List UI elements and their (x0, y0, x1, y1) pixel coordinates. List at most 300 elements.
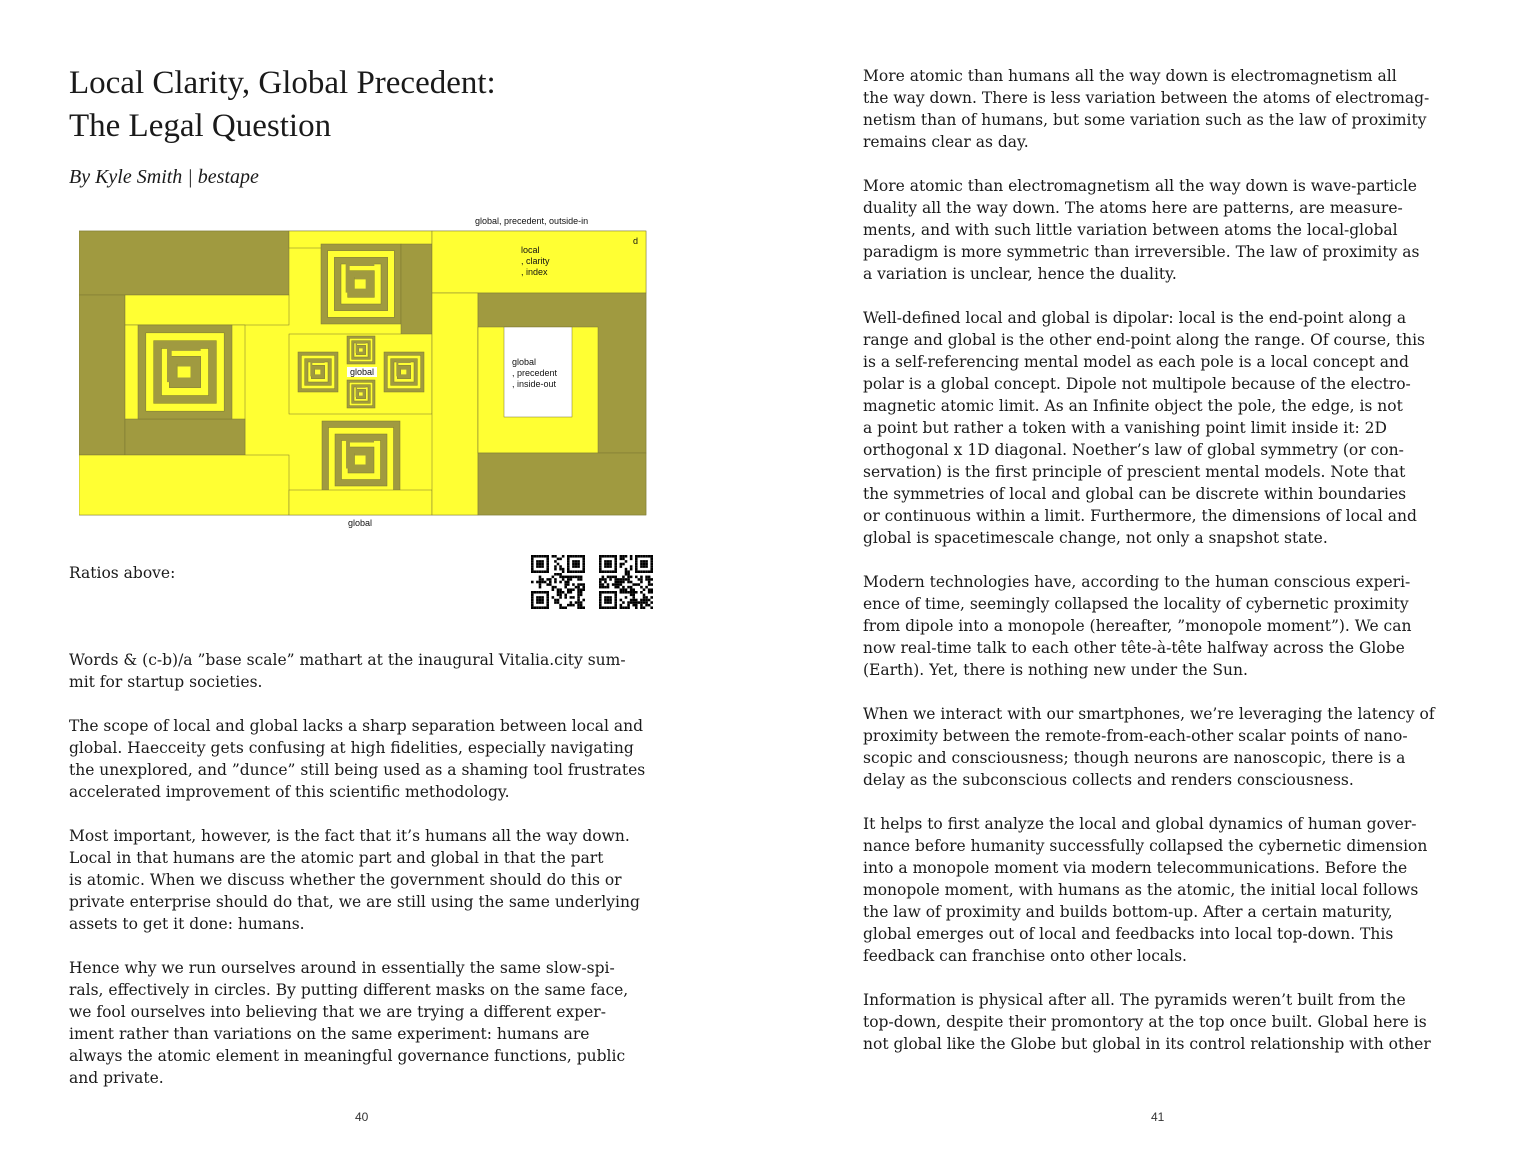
qr-finder (640, 563, 643, 566)
text-line: and private. (69, 1069, 164, 1087)
text-line: remains clear as day. (863, 133, 1029, 151)
text-line: global is spacetimescale change, not only a snapshot state. (863, 529, 1328, 547)
qr-finder (546, 570, 549, 573)
qr-module (609, 578, 612, 581)
qr-module (614, 581, 617, 584)
text-line: a point but rather a token with a vanishing point limit inside it: 2D (863, 419, 1387, 437)
qr-module (643, 588, 646, 591)
qr-module (635, 604, 638, 607)
qr-finder (544, 591, 547, 594)
qr-module (650, 588, 653, 591)
text-line: Well-defined local and global is dipolar: local is the end-point along a (863, 309, 1407, 327)
qr-module (562, 576, 565, 579)
qr-module (582, 599, 585, 602)
qr-module (625, 588, 628, 591)
qr-finder (609, 565, 612, 568)
qr-module (640, 601, 643, 604)
qr-finder (602, 555, 605, 558)
qr-finder (582, 563, 585, 566)
qr-module (635, 599, 638, 602)
qr-module (645, 578, 648, 581)
qr-module (539, 578, 542, 581)
qr-finder (541, 596, 544, 599)
qr-module (630, 586, 633, 589)
qr-module (650, 606, 653, 609)
qr-finder (650, 570, 653, 573)
text-line: Information is physical after all. The pyramids weren’t built from the (863, 991, 1406, 1009)
qr-finder (567, 565, 570, 568)
qr-module (630, 594, 633, 597)
qr-finder (539, 591, 542, 594)
qr-module (630, 565, 633, 568)
qr-finder (541, 560, 544, 563)
figure-block (79, 231, 289, 295)
qr-module (564, 606, 567, 609)
qr-module (622, 581, 625, 584)
qr-finder (599, 591, 602, 594)
qr-finder (531, 596, 534, 599)
qr-finder (536, 560, 539, 563)
qr-module (557, 563, 560, 566)
qr-module (546, 583, 549, 586)
qr-module (614, 578, 617, 581)
qr-finder (546, 560, 549, 563)
qr-module (643, 606, 646, 609)
qr-finder (546, 596, 549, 599)
qr-finder (539, 601, 542, 604)
text-line: Modern technologies have, according to the human conscious experi- (863, 573, 1411, 591)
qr-finder (531, 555, 534, 558)
qr-module (554, 573, 557, 576)
qr-finder (536, 555, 539, 558)
qr-finder (544, 555, 547, 558)
qr-module (559, 596, 562, 599)
qr-module (580, 588, 583, 591)
qr-finder (614, 560, 617, 563)
qr-finder (531, 604, 534, 607)
qr-finder (567, 555, 570, 558)
qr-finder (607, 601, 610, 604)
text-line: is a self-referencing mental model as each pole is a local concept and (863, 353, 1409, 371)
qr-module (622, 558, 625, 561)
qr-finder (541, 599, 544, 602)
qr-finder (650, 565, 653, 568)
qr-module (539, 586, 542, 589)
text-line: magnetic atomic limit. As an Infinite object the pole, the edge, is not (863, 397, 1403, 415)
qr-module (575, 601, 578, 604)
qr-finder (609, 599, 612, 602)
qr-module (632, 594, 635, 597)
qr-finder (599, 596, 602, 599)
qr-module (599, 583, 602, 586)
qr-module (602, 586, 605, 589)
qr-module (580, 591, 583, 594)
qr-finder (577, 555, 580, 558)
qr-module (630, 599, 633, 602)
qr-module (559, 565, 562, 568)
qr-module (562, 591, 565, 594)
qr-module (552, 588, 555, 591)
qr-module (570, 601, 573, 604)
text-line: delay as the subconscious collects and renders consciousness. (863, 771, 1354, 789)
qr-module (640, 576, 643, 579)
qr-finder (604, 606, 607, 609)
qr-finder (536, 563, 539, 566)
qr-module (564, 596, 567, 599)
figure-block (401, 244, 432, 339)
qr-module (622, 563, 625, 566)
qr-module (627, 581, 630, 584)
precedent-box-line: , precedent (512, 368, 558, 378)
qr-finder (635, 565, 638, 568)
qr-module (638, 578, 641, 581)
qr-module (630, 601, 633, 604)
qr-module (539, 583, 542, 586)
qr-finder (607, 591, 610, 594)
qr-module (559, 606, 562, 609)
qr-module (557, 573, 560, 576)
qr-finder (536, 599, 539, 602)
qr-module (635, 576, 638, 579)
qr-module (622, 601, 625, 604)
qr-module (572, 583, 575, 586)
qr-module (625, 555, 628, 558)
qr-finder (640, 555, 643, 558)
text-line: top-down, despite their promontory at the top once built. Global here is (863, 1013, 1427, 1031)
local-box-line: local (521, 245, 540, 255)
qr-module (643, 599, 646, 602)
qr-finder (643, 560, 646, 563)
qr-module (580, 604, 583, 607)
qr-finder (635, 570, 638, 573)
qr-finder (604, 555, 607, 558)
qr-module (539, 576, 542, 579)
qr-code-icon[interactable] (599, 555, 653, 609)
qr-module (614, 586, 617, 589)
qr-module (625, 578, 628, 581)
qr-module (602, 576, 605, 579)
qr-module (604, 581, 607, 584)
qr-module (554, 565, 557, 568)
text-line: global. Haecceity gets confusing at high fidelities, especially navigating (69, 739, 634, 757)
qr-module (552, 586, 555, 589)
paragraph (69, 957, 669, 1089)
qr-finder (609, 570, 612, 573)
qr-finder (577, 565, 580, 568)
qr-module (580, 583, 583, 586)
qr-module (620, 578, 623, 581)
qr-finder (575, 563, 578, 566)
qr-finder (604, 570, 607, 573)
text-line: now real-time talk to each other tête-à-tête halfway across the Globe (863, 639, 1405, 657)
title-line: Local Clarity, Global Precedent: (69, 65, 496, 101)
text-line: proximity between the remote-from-each-other scalar points of nano- (863, 727, 1408, 745)
qr-module (643, 594, 646, 597)
qr-finder (599, 606, 602, 609)
qr-finder (577, 563, 580, 566)
qr-finder (648, 570, 651, 573)
qr-module (570, 578, 573, 581)
qr-module (577, 576, 580, 579)
qr-finder (643, 563, 646, 566)
qr-module (580, 576, 583, 579)
text-line: paradigm is more symmetric than irreversible. The law of proximity as (863, 243, 1420, 261)
qr-finder (546, 591, 549, 594)
qr-finder (531, 570, 534, 573)
qr-module (648, 604, 651, 607)
qr-module (559, 568, 562, 571)
qr-module (614, 576, 617, 579)
qr-finder (635, 563, 638, 566)
qr-module (620, 604, 623, 607)
qr-module (577, 583, 580, 586)
qr-module (577, 606, 580, 609)
qr-module (635, 591, 638, 594)
corner-d-label: d (633, 236, 639, 246)
qr-finder (572, 563, 575, 566)
qr-finder (539, 606, 542, 609)
qr-finder (531, 558, 534, 561)
qr-finder (531, 599, 534, 602)
qr-finder (609, 555, 612, 558)
qr-finder (582, 558, 585, 561)
text-line: from dipole into a monopole (hereafter, ”monopole moment”). We can (863, 617, 1412, 635)
qr-module (630, 588, 633, 591)
text-line: the unexplored, and ”dunce” still being used as a shaming tool frustrates (69, 761, 646, 779)
precedent-box-line: , inside-out (512, 379, 557, 389)
qr-module (643, 596, 646, 599)
qr-finder (536, 565, 539, 568)
qr-finder (612, 591, 615, 594)
qr-module (554, 555, 557, 558)
text-line: More atomic than electromagnetism all the way down is wave-particle (863, 177, 1417, 195)
text-line: private enterprise should do that, we are still using the same underlying (69, 893, 640, 911)
qr-module (648, 578, 651, 581)
qr-finder (609, 606, 612, 609)
qr-module (632, 604, 635, 607)
figure-top-label: global, precedent, outside-in (475, 216, 589, 226)
qr-module (602, 583, 605, 586)
byline: By Kyle Smith | bestape (69, 166, 259, 188)
qr-module (622, 555, 625, 558)
qr-finder (607, 599, 610, 602)
qr-module (554, 586, 557, 589)
text-line: The scope of local and global lacks a sharp separation between local and (69, 717, 644, 735)
qr-finder (541, 601, 544, 604)
paragraph (863, 65, 1463, 153)
qr-finder (567, 568, 570, 571)
qr-module (577, 586, 580, 589)
text-line: More atomic than humans all the way down is electromagnetism all (863, 67, 1397, 85)
qr-finder (614, 591, 617, 594)
qr-finder (539, 563, 542, 566)
qr-module (607, 576, 610, 579)
precedent-box (512, 357, 557, 390)
qr-finder (539, 565, 542, 568)
qr-finder (604, 560, 607, 563)
qr-module (557, 591, 560, 594)
qr-finder (599, 568, 602, 571)
qr-module (564, 594, 567, 597)
qr-finder (531, 568, 534, 571)
qr-module (541, 581, 544, 584)
qr-finder (614, 563, 617, 566)
qr-finder (643, 570, 646, 573)
qr-module (570, 588, 573, 591)
qr-finder (546, 565, 549, 568)
qr-module (557, 558, 560, 561)
text-line: Hence why we run ourselves around in essentially the same slow-spi- (69, 959, 615, 977)
qr-module (559, 576, 562, 579)
qr-module (577, 591, 580, 594)
qr-finder (604, 591, 607, 594)
qr-module (567, 581, 570, 584)
qr-finder (534, 591, 537, 594)
qr-finder (604, 599, 607, 602)
qr-finder (635, 555, 638, 558)
paragraph (69, 715, 669, 803)
qr-module (620, 565, 623, 568)
qr-module (562, 606, 565, 609)
qr-finder (607, 606, 610, 609)
qr-finder (607, 563, 610, 566)
qr-finder (531, 563, 534, 566)
text-line: accelerated improvement of this scientific methodology. (69, 783, 510, 801)
qr-finder (536, 601, 539, 604)
qr-finder (534, 606, 537, 609)
qr-module (582, 583, 585, 586)
qr-finder (534, 555, 537, 558)
qr-module (617, 586, 620, 589)
text-line: mit for startup societies. (69, 673, 263, 691)
local-box-line: , index (521, 267, 548, 277)
paragraph (863, 307, 1463, 549)
qr-module (599, 578, 602, 581)
qr-module (620, 558, 623, 561)
qr-finder (650, 563, 653, 566)
qr-module (549, 578, 552, 581)
qr-module (630, 581, 633, 584)
text-line: (Earth). Yet, there is nothing new under the Sun. (863, 661, 1248, 679)
qr-finder (645, 555, 648, 558)
qr-module (650, 578, 653, 581)
qr-module (620, 555, 623, 558)
qr-module (625, 568, 628, 571)
qr-finder (640, 565, 643, 568)
qr-finder (567, 558, 570, 561)
qr-module (599, 581, 602, 584)
qr-module (554, 578, 557, 581)
qr-module (620, 606, 623, 609)
text-line: assets to get it done: humans. (69, 915, 305, 933)
qr-finder (536, 591, 539, 594)
qr-finder (650, 560, 653, 563)
figure-block (79, 295, 125, 455)
qr-finder (607, 560, 610, 563)
qr-module (575, 576, 578, 579)
qr-module (570, 591, 573, 594)
center-global-label: global (347, 367, 377, 377)
qr-module (627, 573, 630, 576)
qr-finder (536, 606, 539, 609)
figure-bottom-label: global (348, 518, 373, 528)
qr-module (625, 606, 628, 609)
qr-finder (599, 599, 602, 602)
qr-module (627, 578, 630, 581)
qr-module (617, 581, 620, 584)
qr-module (559, 573, 562, 576)
qr-module (531, 581, 534, 584)
qr-module (557, 599, 560, 602)
text-line: servation) is the first principle of prescient mental models. Note that (863, 463, 1406, 481)
qr-finder (599, 601, 602, 604)
text-line: a variation is unclear, hence the duality. (863, 265, 1177, 283)
qr-finder (609, 563, 612, 566)
qr-finder (541, 591, 544, 594)
text-line: nance before humanity successfully collapsed the cybernetic dimension (863, 837, 1428, 855)
qr-module (640, 586, 643, 589)
qr-finder (546, 558, 549, 561)
qr-finder (614, 555, 617, 558)
qr-finder (541, 563, 544, 566)
qr-module (638, 601, 641, 604)
qr-finder (531, 565, 534, 568)
qr-finder (602, 570, 605, 573)
qr-module (630, 568, 633, 571)
qr-module (549, 581, 552, 584)
text-line: ments, and with such little variation between atoms the local-global (863, 221, 1398, 239)
qr-module (554, 599, 557, 602)
qr-finder (635, 568, 638, 571)
qr-finder (582, 570, 585, 573)
text-line: netism than of humans, but some variation such as the law of proximity (863, 111, 1427, 129)
qr-module (640, 591, 643, 594)
qr-module (577, 594, 580, 597)
qr-finder (572, 560, 575, 563)
qr-module (627, 604, 630, 607)
qr-finder (607, 596, 610, 599)
qr-module (640, 606, 643, 609)
qr-finder (643, 555, 646, 558)
text-line: duality all the way down. The atoms here are patterns, are measure- (863, 199, 1403, 217)
qr-module (577, 578, 580, 581)
qr-module (612, 576, 615, 579)
text-line: the symmetries of local and global can be discrete within boundaries (863, 485, 1407, 503)
qr-finder (582, 568, 585, 571)
qr-module (552, 596, 555, 599)
qr-finder (541, 565, 544, 568)
qr-module (648, 581, 651, 584)
text-line: into a monopole moment via modern telecommunications. Before the (863, 859, 1408, 877)
qr-finder (645, 565, 648, 568)
qr-finder (546, 555, 549, 558)
qr-finder (567, 570, 570, 573)
qr-finder (572, 555, 575, 558)
qr-module (632, 583, 635, 586)
right-page (759, 0, 1518, 1173)
qr-module (612, 583, 615, 586)
qr-module (630, 558, 633, 561)
qr-finder (635, 558, 638, 561)
text-line: the law of proximity and builds bottom-up. After a certain maturity, (863, 903, 1393, 921)
qr-module (567, 576, 570, 579)
qr-finder (531, 606, 534, 609)
figure-block (478, 453, 646, 515)
qr-module (607, 583, 610, 586)
qr-finder (602, 591, 605, 594)
qr-finder (614, 604, 617, 607)
qr-code-icon[interactable] (531, 555, 585, 609)
